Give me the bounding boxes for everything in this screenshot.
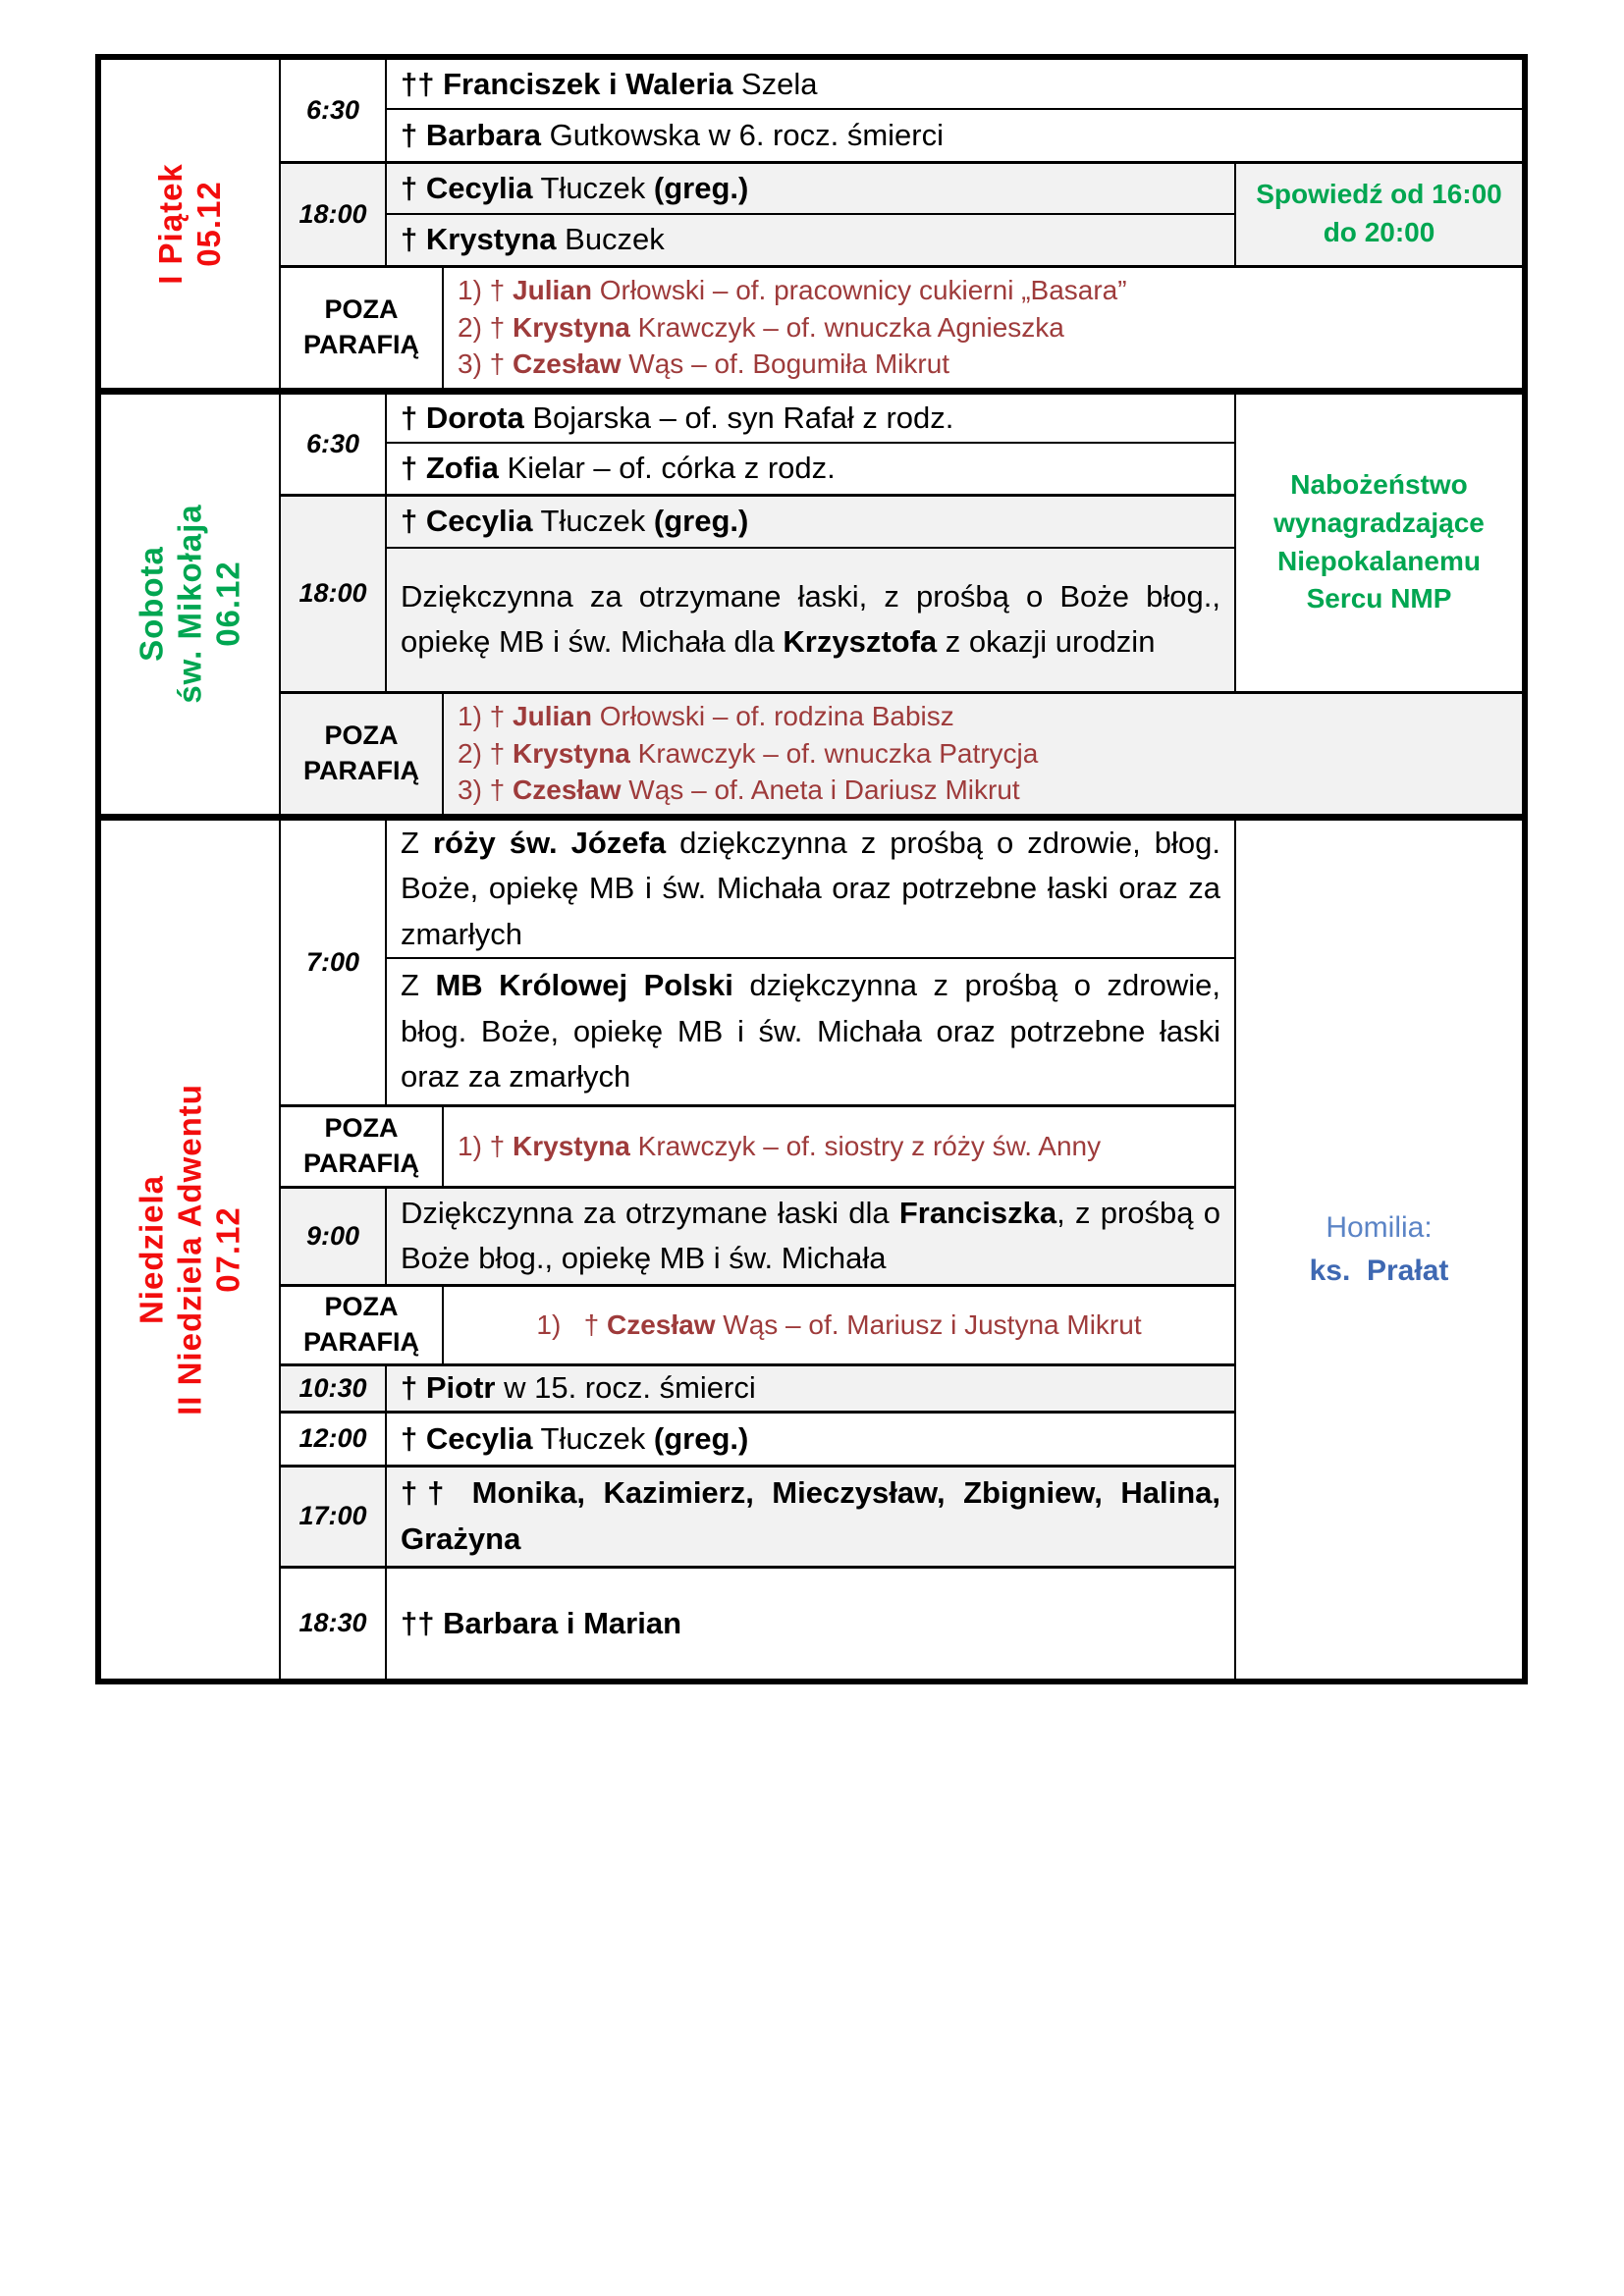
sunday-time-1030: 10:30 [280, 1364, 386, 1412]
friday-mass-row-630-1 [98, 57, 1525, 109]
sunday-intention-1200: † Cecylia Tłuczek (greg.) [386, 1412, 1235, 1466]
friday-time-1800: 18:00 [280, 162, 386, 266]
saturday-day-label [133, 504, 247, 703]
friday-poza-label-line-1: POZA [324, 294, 399, 325]
saturday-poza-entry-2: 2) † Krystyna Krawczyk – of. wnuczka Patrycja [458, 737, 1039, 769]
friday-confession-note: Spowiedź od 16:00 do 20:00 [1235, 162, 1525, 266]
saturday-mass-row-630-1 [98, 391, 1525, 443]
sunday-time-900: 9:00 [280, 1187, 386, 1285]
sunday-time-1830: 18:30 [280, 1567, 386, 1682]
friday-poza-entries [443, 266, 1525, 391]
friday-day-label [152, 163, 229, 285]
sunday-homily-preacher: ks. Prałat [1309, 1254, 1449, 1287]
sunday-poza1-label-line-1: POZA [324, 1113, 399, 1144]
saturday-intention-630-1: † Dorota Bojarska – of. syn Rafał z rodz. [386, 391, 1235, 443]
saturday-devotion-note: Nabożeństwo wynagradzające Niepokalanemu Sercu NMP [1235, 391, 1525, 692]
saturday-poza-label-line-1: POZA [324, 721, 399, 751]
friday-poza-label-line-2: PARAFIĄ [303, 329, 419, 359]
friday-day-label-line-1: I Piątek [151, 162, 189, 285]
saturday-day-label-line-3: 06.12 [208, 561, 245, 647]
sunday-poza2-label [280, 1285, 443, 1364]
sunday-poza2-label-line-2: PARAFIĄ [303, 1326, 419, 1357]
sunday-poza2-entries [443, 1285, 1235, 1364]
sunday-day-label [133, 1084, 247, 1415]
sunday-intention-1030: † Piotr w 15. rocz. śmierci [386, 1364, 1235, 1412]
sunday-time-1200: 12:00 [280, 1412, 386, 1466]
sunday-intention-700-1: Z róży św. Józefa dziękczynna z prośbą o zdrowie, błog. Boże, opiekę MB i św. Michała oraz potrzebne łaski oraz za zmarłych [386, 817, 1235, 958]
saturday-poza-label-line-2: PARAFIĄ [303, 755, 419, 785]
friday-poza-row [98, 266, 1525, 391]
sunday-poza1-label [280, 1105, 443, 1187]
sunday-homily-note [1235, 817, 1525, 1682]
sunday-poza2-entry-1: 1) † Czesław Wąs – of. Mariusz i Justyna Mikrut [536, 1308, 1142, 1340]
saturday-time-630: 6:30 [280, 391, 386, 495]
sunday-day-label-line-2: II Niedziela Adwentu [171, 1083, 208, 1415]
saturday-intention-1800-1: † Cecylia Tłuczek (greg.) [386, 495, 1235, 548]
saturday-poza-entry-3: 3) † Czesław Wąs – of. Aneta i Dariusz Mikrut [458, 774, 1020, 806]
sunday-intention-700-2: Z MB Królowej Polski dziękczynna z prośbą o zdrowie, błog. Boże, opiekę MB i św. Michała oraz potrzebne łaski oraz za zmarłych [386, 958, 1235, 1105]
sunday-time-1700: 17:00 [280, 1466, 386, 1567]
sunday-day-cell [98, 817, 280, 1682]
saturday-day-cell [98, 391, 280, 817]
saturday-time-1800: 18:00 [280, 495, 386, 692]
friday-poza-label [280, 266, 443, 391]
sunday-mass-row-700-1 [98, 817, 1525, 958]
saturday-poza-entries [443, 692, 1525, 817]
sunday-poza1-entries [443, 1105, 1235, 1187]
sunday-intention-900: Dziękczynna za otrzymane łaski dla Franciszka, z prośbą o Boże błog., opiekę MB i św. Michała [386, 1187, 1235, 1285]
friday-mass-row-1800-1 [98, 162, 1525, 214]
friday-intention-630-1: †† Franciszek i Waleria Szela [386, 57, 1525, 109]
friday-day-label-line-2: 05.12 [189, 180, 227, 267]
friday-intention-630-2: † Barbara Gutkowska w 6. rocz. śmierci [386, 109, 1525, 162]
saturday-intention-1800-2: Dziękczynna za otrzymane łaski, z prośbą o Boże błog., opiekę MB i św. Michała dla Krzysztofa z okazji urodzin [386, 548, 1235, 692]
friday-poza-entry-1: 1) † Julian Orłowski – of. pracownicy cukierni „Basara” [458, 275, 1127, 306]
saturday-poza-entry-1: 1) † Julian Orłowski – of. rodzina Babisz [458, 701, 954, 732]
friday-time-630: 6:30 [280, 57, 386, 162]
friday-day-cell [98, 57, 280, 391]
saturday-poza-label [280, 692, 443, 817]
friday-intention-1800-1: † Cecylia Tłuczek (greg.) [386, 162, 1235, 214]
sunday-homily-label: Homilia: [1326, 1211, 1433, 1245]
friday-poza-entry-3: 3) † Czesław Wąs – of. Bogumiła Mikrut [458, 348, 950, 380]
friday-intention-1800-2: † Krystyna Buczek [386, 214, 1235, 266]
sunday-intention-1830: †† Barbara i Marian [386, 1567, 1235, 1682]
sunday-poza1-entry-1: 1) † Krystyna Krawczyk – of. siostry z róży św. Anny [458, 1130, 1102, 1161]
sunday-day-label-line-1: Niedziela [133, 1174, 170, 1324]
sunday-day-label-line-3: 07.12 [208, 1205, 245, 1293]
mass-schedule-table [95, 54, 1528, 1684]
sunday-time-700: 7:00 [280, 817, 386, 1105]
sunday-poza2-label-line-1: POZA [324, 1292, 399, 1322]
saturday-day-label-line-2: św. Mikołaja [171, 504, 208, 704]
saturday-day-label-line-1: Sobota [133, 546, 170, 662]
saturday-intention-630-2: † Zofia Kielar – of. córka z rodz. [386, 443, 1235, 495]
sunday-poza1-label-line-2: PARAFIĄ [303, 1148, 419, 1178]
saturday-poza-row [98, 692, 1525, 817]
friday-poza-entry-2: 2) † Krystyna Krawczyk – of. wnuczka Agnieszka [458, 311, 1064, 343]
sunday-intention-1700: †† Monika, Kazimierz, Mieczysław, Zbigniew, Halina, Grażyna [386, 1466, 1235, 1567]
